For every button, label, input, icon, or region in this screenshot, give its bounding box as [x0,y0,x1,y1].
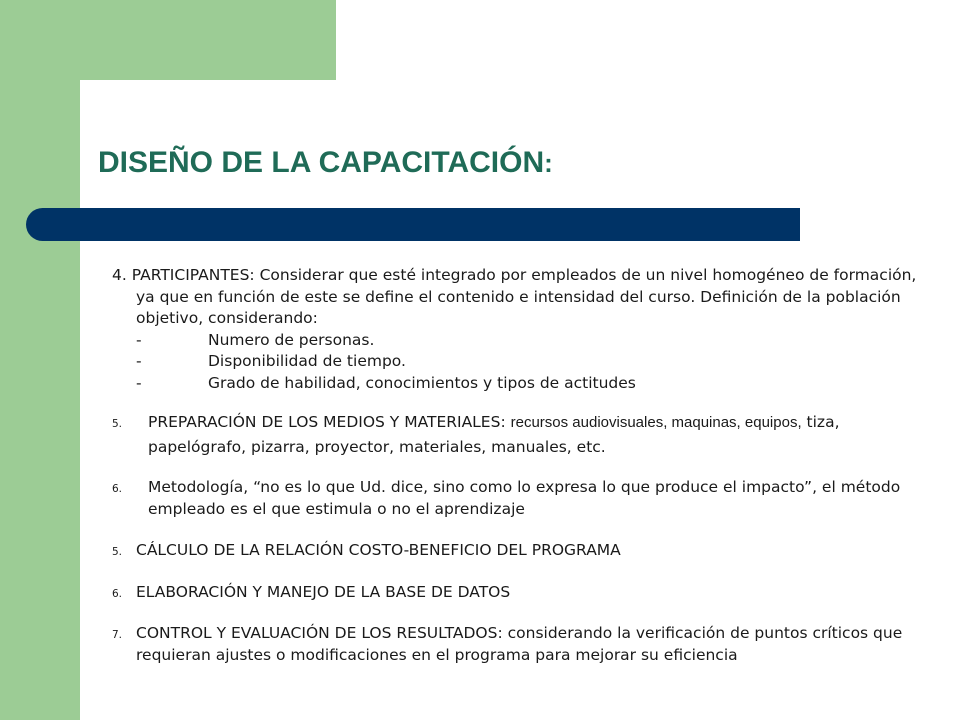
item-number: 6. [112,483,123,495]
list-item-control [112,623,932,666]
item-lead: PREPARACIÓN DE LOS MEDIOS Y MATERIALES: [148,413,506,431]
item-number: 7. [112,629,123,641]
item-number: 6. [112,587,123,600]
bullet-dash: - [136,373,142,392]
bullet-item [136,373,932,395]
bullet-dash: - [136,352,142,370]
green-side-band [0,0,80,720]
green-top-band [0,0,336,80]
item-text: tiza, papelógrafo, pizarra, proyector, materiales, manuales, etc. [148,413,840,456]
item-number: 5. [112,418,123,430]
list-item-preparacion [112,410,932,459]
slide-body [112,265,932,666]
list-item-participantes [112,265,932,394]
item-number: 4. [112,266,127,284]
bullet-item [136,351,932,373]
item-small-text: recursos audiovisuales, maquinas, equipos, [510,414,802,431]
item-text: PARTICIPANTES: Considerar que esté integrado por empleados de un nivel homogéneo de formación, ya que en función de este se define el contenido e intensidad del curso. Definición de la población objetivo, considerando: [131,266,917,327]
item-number: 5. [112,546,123,558]
item-text: CÁLCULO DE LA RELACIÓN COSTO-BENEFICIO DEL PROGRAMA [136,541,621,559]
slide-title: DISEÑO DE LA CAPACITACIÓN: [98,146,553,179]
bullet-text: Disponibilidad de tiempo. [208,352,406,370]
bullet-text: Grado de habilidad, conocimientos y tipos de actitudes [208,373,636,392]
bullet-text: Numero de personas. [208,330,375,349]
bullet-dash: - [136,330,142,349]
item-text: Metodología, “no es lo que Ud. dice, sino como lo expresa lo que produce el impacto”, el método empleado es el que estimula o no el aprendizaje [148,478,901,518]
list-item-base-datos [112,582,932,604]
item-text: CONTROL Y EVALUACIÓN DE LOS RESULTADOS: considerando la verificación de puntos críticos que requieran ajustes o modificaciones en el programa para mejorar su eficiencia [136,624,903,664]
list-item-costo-beneficio [112,540,932,562]
bullet-item [136,330,932,352]
title-divider-bar [26,208,800,241]
list-item-metodologia [112,477,932,520]
item-text: ELABORACIÓN Y MANEJO DE LA BASE DE DATOS [136,582,511,601]
